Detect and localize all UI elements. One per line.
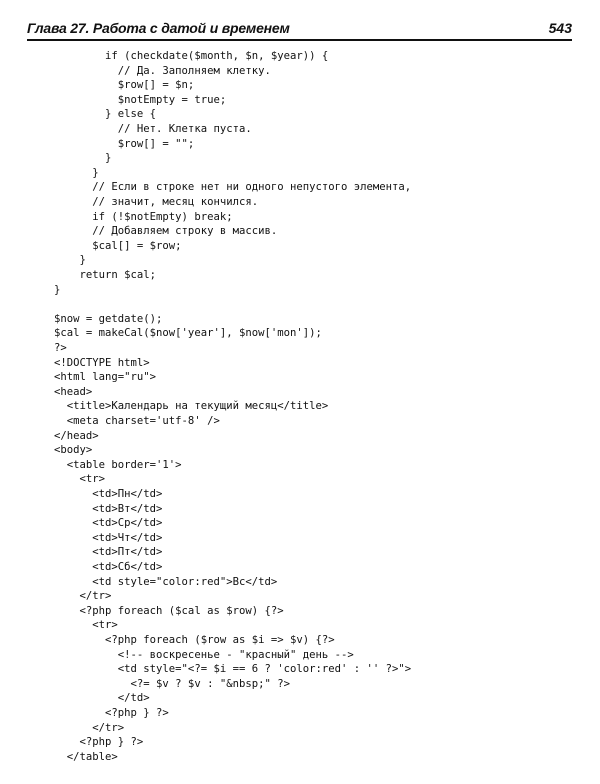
chapter-title: Глава 27. Работа с датой и временем <box>27 20 290 36</box>
code-line: </head> <box>54 429 99 442</box>
code-line: if (!$notEmpty) break; <box>54 210 233 223</box>
code-line: } <box>54 166 99 179</box>
code-line: return $cal; <box>54 269 157 281</box>
code-line: } <box>54 254 86 267</box>
code-line: </tr> <box>54 721 125 734</box>
code-line: <body> <box>54 444 93 457</box>
code-line: <?php } ?> <box>54 707 169 719</box>
code-line: <tr> <box>54 619 118 632</box>
page-number: 543 <box>548 20 572 36</box>
code-line: // Если в строке нет ни одного непустого элемента, <box>54 181 412 194</box>
code-line: </table> <box>54 750 118 763</box>
code-line: <td>Сб</td> <box>54 561 163 573</box>
code-line: <td>Пт</td> <box>54 546 163 559</box>
code-line: $row[] = ""; <box>54 137 195 150</box>
code-line: <!DOCTYPE html> <box>54 356 150 369</box>
code-line: $cal = makeCal($now['year'], $now['mon']); <box>54 327 322 340</box>
code-line: // Добавляем строку в массив. <box>54 225 278 238</box>
running-header <box>27 19 572 41</box>
code-line: } else { <box>54 108 157 121</box>
code-line: <meta charset='utf-8' /> <box>54 415 220 427</box>
code-line: <?php foreach ($row as $i => $v) {?> <box>54 634 335 646</box>
code-line: <?php foreach ($cal as $row) {?> <box>54 604 284 617</box>
code-line: <title>Календарь на текущий месяц</title> <box>54 400 329 413</box>
code-line: // Нет. Клетка пуста. <box>54 123 252 135</box>
code-line: <?= $v ? $v : "&nbsp;" ?> <box>54 677 290 690</box>
code-line: $cal[] = $row; <box>54 239 182 252</box>
code-line: $notEmpty = true; <box>54 93 227 106</box>
code-line: if (checkdate($month, $n, $year)) { <box>54 50 329 62</box>
code-line: <td>Ср</td> <box>54 517 163 530</box>
code-line: <table border='1'> <box>54 458 182 471</box>
code-line: <html lang="ru"> <box>54 371 157 384</box>
code-line: <td style="<?= $i == 6 ? 'color:red' : '' ?>"> <box>54 663 412 676</box>
code-line: <td>Пн</td> <box>54 488 163 500</box>
code-line: <?php } ?> <box>54 736 144 749</box>
code-line: <!-- воскресенье - "красный" день --> <box>54 648 354 661</box>
code-line: } <box>54 152 112 165</box>
code-line: ?> <box>54 342 67 354</box>
code-line: <td style="color:red">Вс</td> <box>54 575 278 588</box>
code-line: </td> <box>54 692 150 705</box>
code-line: <head> <box>54 385 93 398</box>
code-line: </tr> <box>54 590 112 603</box>
code-line: $now = getdate(); <box>54 312 163 325</box>
code-line: // Да. Заполняем клетку. <box>54 64 271 77</box>
code-line: <tr> <box>54 473 106 486</box>
code-line: $row[] = $n; <box>54 79 195 92</box>
code-line: } <box>54 283 61 296</box>
code-line: <td>Вт</td> <box>54 502 163 515</box>
code-line: <td>Чт</td> <box>54 531 163 544</box>
code-line: // значит, месяц кончился. <box>54 196 259 208</box>
